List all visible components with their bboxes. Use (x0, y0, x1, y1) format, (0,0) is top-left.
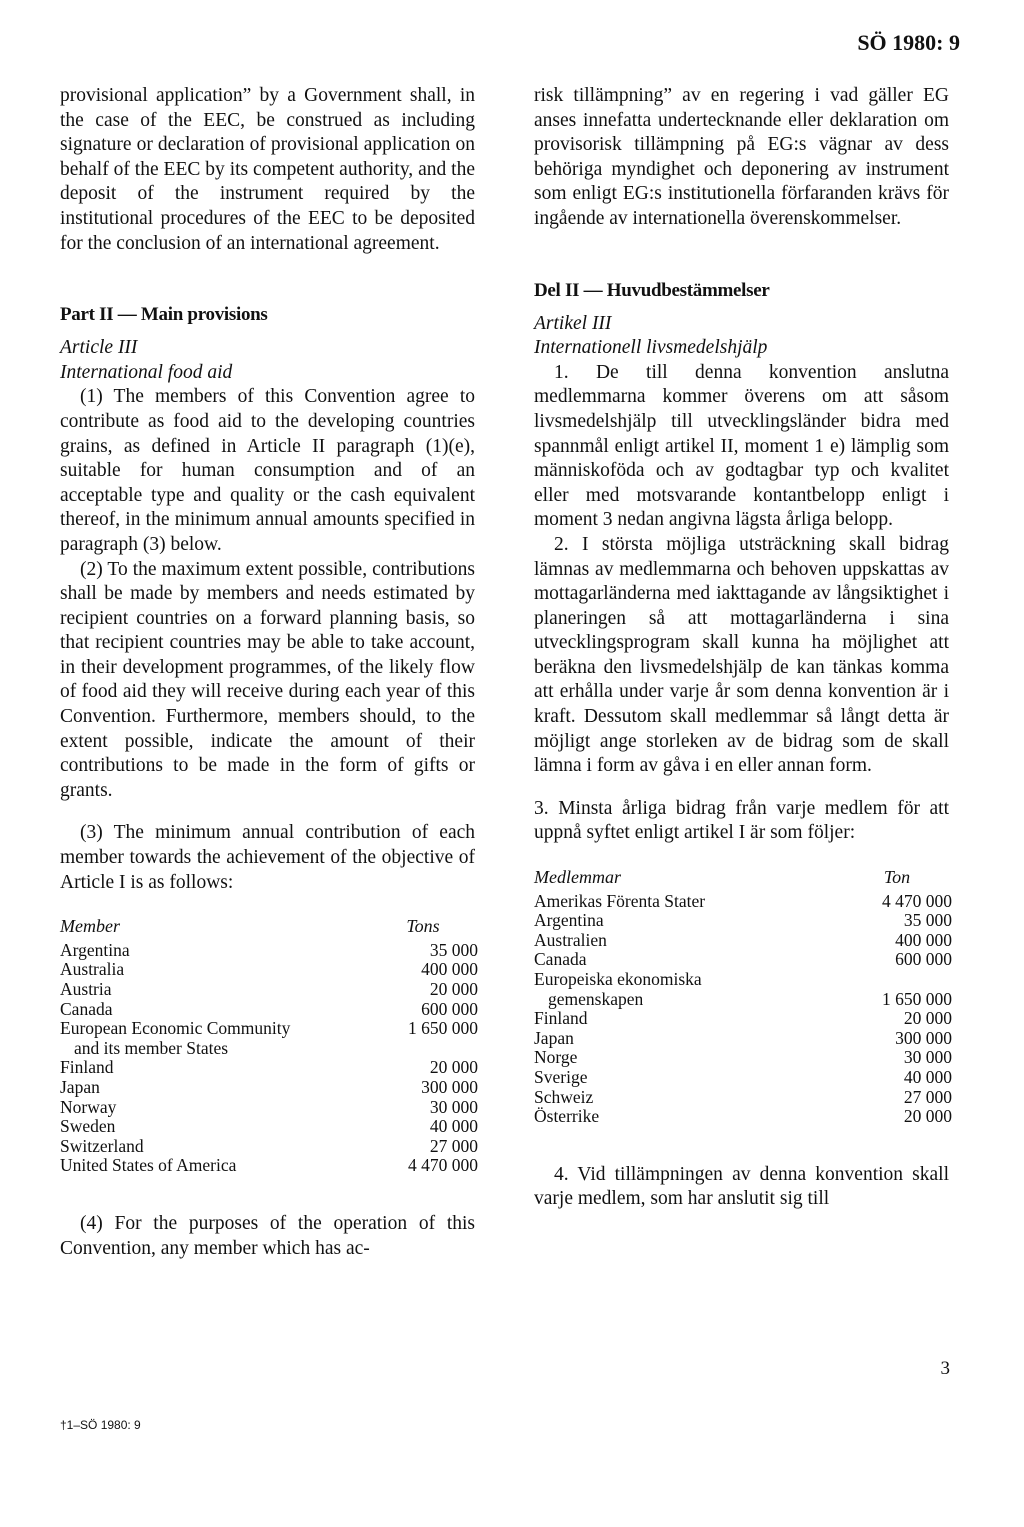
table-row (60, 1058, 478, 1078)
tons-value: 30 000 (429, 1096, 478, 1117)
tons-value: 1 650 000 (882, 988, 952, 1009)
table-row (60, 1000, 478, 1020)
member-name: Sweden (60, 1116, 116, 1137)
tons-value: 30 000 (903, 1047, 952, 1068)
article-number: Artikel III (534, 312, 612, 334)
tons-value: 40 000 (429, 1116, 478, 1137)
footer-reference: †1–SÖ 1980: 9 (60, 1418, 141, 1432)
table-row (60, 1098, 478, 1118)
tons-value: 4 470 000 (408, 1155, 478, 1176)
table-row (60, 980, 478, 1000)
contribution-table (60, 917, 478, 1176)
table-header-row (60, 917, 478, 941)
table-body (534, 892, 952, 1127)
tons-value (368, 1039, 478, 1059)
member-name: Austria (60, 979, 112, 999)
tons-value: 600 000 (895, 949, 952, 970)
member-name: United States of America (60, 1155, 237, 1176)
member-name: Japan (60, 1076, 100, 1097)
column-header-tons: Tons (406, 916, 440, 937)
column-header-member: Member (60, 916, 120, 937)
table-row (60, 1078, 478, 1098)
tons-value: 600 000 (421, 998, 478, 1019)
article-title: International food aid (60, 361, 233, 383)
table-row (534, 1107, 952, 1127)
tons-value: 27 000 (903, 1086, 952, 1107)
paragraph-2: (2) To the maximum extent possible, contributions shall be made by members and needs estimated by recipient countries on a forward planning basis, so that recipient countries may be able to take account, in their development programmes, of the likely flow of food aid they will receive during each year of this Convention. Furthermore, members should, to the extent possible, indicate the amount of their contributions to be made in the form of gifts or grants. (60, 558, 475, 801)
intro-paragraph: provisional application” by a Government shall, in the case of the EEC, be construed as including signature or declaration of provisional application on behalf of the EEC by its competent authority, and the deposit of the instrument required by the institutional procedures of the EEC to be deposited for the conclusion of an international agreement. (60, 85, 475, 254)
member-name: Canada (60, 998, 113, 1019)
intro-paragraph: risk tillämpning” av en regering i vad gäller EG anses innefatta undertecknande eller deklaration om provisorisk tillämpning på EG:s vägnar av dess behöriga myndighet och deponering av instrument som enligt EG:s institutionella förfaranden krävs för ingående av internationella överenskommelser. (534, 85, 949, 229)
paragraph-4: 4. Vid tillämpningen av denna konvention skall varje medlem, som har anslutit sig till (534, 1163, 949, 1210)
tons-value: 35 000 (429, 939, 478, 960)
table-body (60, 941, 478, 1176)
part-heading: Del II — Huvudbestämmelser (534, 279, 770, 301)
tons-value (842, 970, 952, 990)
tons-value: 400 000 (895, 929, 952, 950)
table-row (60, 1019, 478, 1039)
document-reference: SÖ 1980: 9 (857, 30, 960, 55)
tons-value: 20 000 (903, 1106, 952, 1127)
tons-value: 20 000 (429, 1057, 478, 1078)
paragraph-1: 1. De till denna konvention anslutna medlemmarna kommer överens om att såsom livsmedelshjälp till utvecklingsländer bidra med spannmål enligt artikel II, moment 1 e) lämplig som människoföda och av godtagbar typ och kvalitet eller med motsvarande kontantbelopp enligt i moment 3 nedan angivna lägsta årliga belopp. (534, 361, 949, 531)
member-name: gemenskapen (548, 988, 644, 1009)
part-heading: Part II — Main provisions (60, 304, 268, 326)
member-name: and its member States (74, 1037, 229, 1058)
table-row (60, 941, 478, 961)
paragraph-3: (3) The minimum annual contribution of each member towards the achievement of the objective of Article I is as follows: (60, 822, 475, 893)
member-name: Sverige (534, 1066, 588, 1087)
member-name: Switzerland (60, 1135, 144, 1156)
table-row (534, 931, 952, 951)
tons-value: 1 650 000 (408, 1018, 478, 1039)
member-name: Finland (60, 1057, 114, 1078)
table-header-row (534, 868, 952, 892)
member-name: Argentina (60, 939, 130, 960)
tons-value: 40 000 (903, 1066, 952, 1087)
tons-value: 300 000 (895, 1027, 952, 1048)
member-name: Australien (534, 929, 607, 950)
table-row (60, 1039, 478, 1059)
column-header-tons: Ton (883, 867, 911, 888)
member-name: Australia (60, 959, 125, 980)
member-name: Norge (534, 1047, 578, 1068)
table-row (60, 1156, 478, 1176)
paragraph-4: (4) For the purposes of the operation of this Convention, any member which has ac- (60, 1212, 475, 1259)
column-header-member: Medlemmar (534, 867, 621, 888)
table-row (534, 970, 952, 990)
member-name: Europeiska ekonomiska (534, 969, 702, 989)
tons-value: 20 000 (903, 1008, 952, 1029)
member-name: Finland (534, 1008, 588, 1029)
member-name: Japan (534, 1027, 574, 1048)
paragraph-2: 2. I största möjliga utsträckning skall bidrag lämnas av medlemmarna och behoven uppskattas av mottagarländerna med iakttagande av långsiktighet i planeringen så att mottagarländerna i sina utvecklingsprogram skall kunna ha möjlighet att beräkna den livsmedelshjälp de kan tänkas komma att erhålla under varje år som denna konvention är i kraft. Dessutom skall medlemmar så långt detta är möjligt ange storleken av de bidrag som de skall lämna i form av gåva i en eller annan form. (534, 533, 949, 777)
table-row (534, 1009, 952, 1029)
table-row (534, 1029, 952, 1049)
article-title: Internationell livsmedelshjälp (534, 337, 768, 359)
table-row (60, 960, 478, 980)
table-row (534, 1068, 952, 1088)
page-number: 3 (940, 1358, 950, 1379)
table-row (534, 911, 952, 931)
tons-value: 400 000 (421, 959, 478, 980)
member-name: Schweiz (534, 1086, 594, 1107)
member-name: European Economic Community (60, 1018, 291, 1039)
table-row (534, 990, 952, 1010)
tons-value: 4 470 000 (882, 890, 952, 911)
tons-value: 20 000 (429, 979, 478, 999)
table-row (534, 1088, 952, 1108)
member-name: Canada (534, 949, 587, 970)
article-number: Article III (60, 337, 138, 359)
tons-value: 300 000 (421, 1076, 478, 1097)
english-column (60, 84, 478, 1261)
member-name: Norway (60, 1096, 117, 1117)
paragraph-1: (1) The members of this Convention agree to contribute as food aid to the developing countries grains, as defined in Article II paragraph (1)(e), suitable for human consumption and of an acceptable type and quality or the cash equivalent thereof, in the minimum annual amounts specified in paragraph (3) below. (60, 386, 475, 555)
paragraph-3: 3. Minsta årliga bidrag från varje medlem för att uppnå syftet enligt artikel I är som följer: (534, 797, 949, 844)
member-name: Argentina (534, 910, 604, 931)
member-name: Österrike (534, 1106, 600, 1127)
member-name: Amerikas Förenta Stater (534, 890, 706, 911)
table-row (534, 950, 952, 970)
contribution-table (534, 868, 952, 1127)
tons-value: 35 000 (903, 910, 952, 931)
table-row (534, 1048, 952, 1068)
tons-value: 27 000 (429, 1135, 478, 1156)
table-row (60, 1137, 478, 1157)
table-row (60, 1117, 478, 1137)
swedish-column (534, 84, 952, 1212)
table-row (534, 892, 952, 912)
